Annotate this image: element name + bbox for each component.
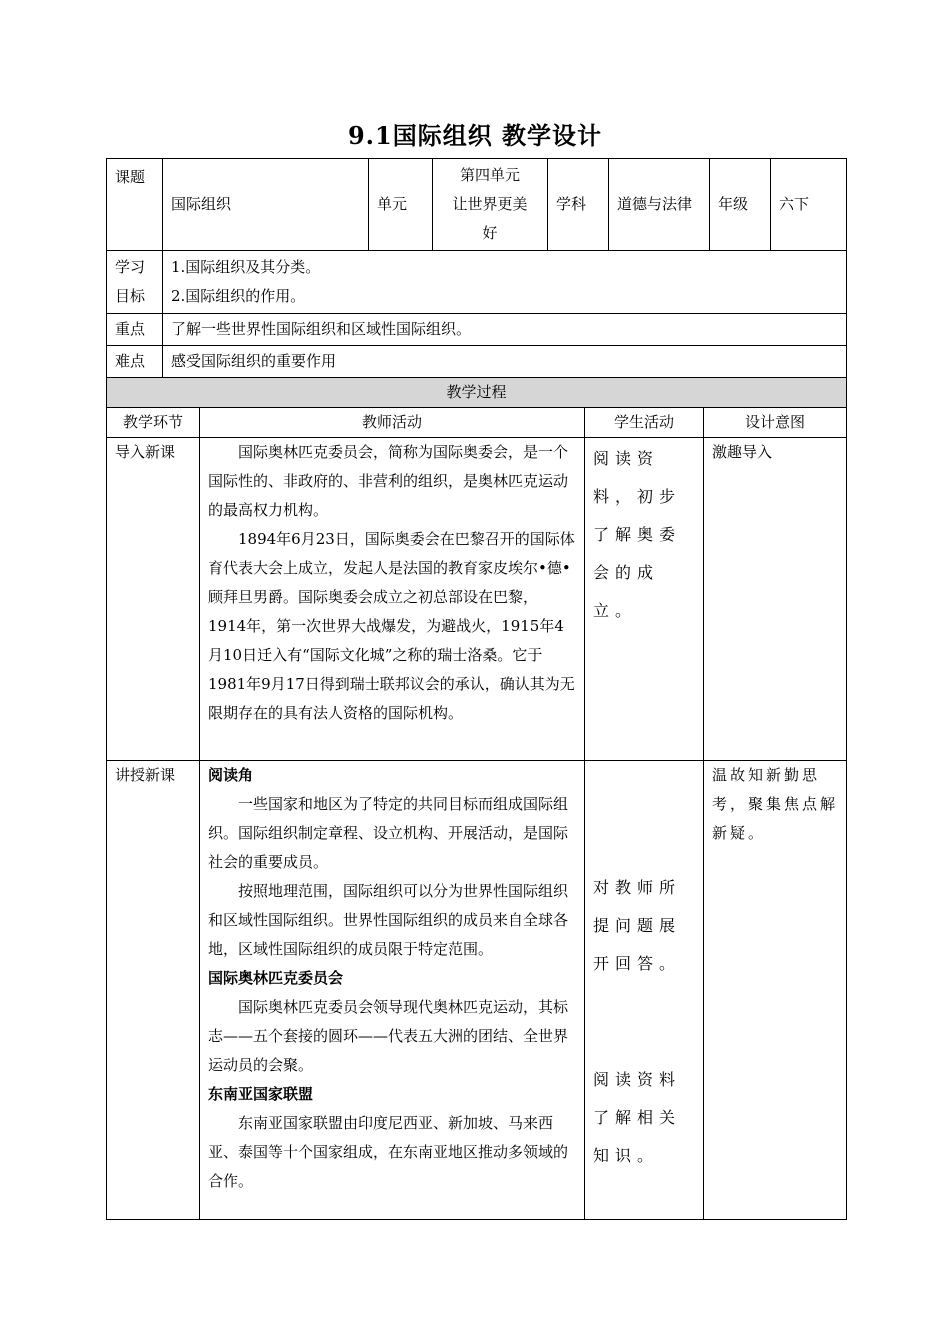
goals-content: [163, 251, 847, 314]
lesson-student-1: 对教师所提问题展开回答。: [593, 878, 682, 973]
grade-value: 六下: [771, 159, 847, 251]
lesson-stage: 讲授新课: [107, 761, 200, 1220]
topic-value: 国际组织: [163, 159, 369, 251]
intro-stage: 导入新课: [107, 438, 200, 761]
unit-line-3: 好: [482, 224, 498, 242]
lesson-student-2: 阅读资料了解相关知识。: [593, 1070, 682, 1165]
intro-paragraph-1: 国际奥林匹克委员会，简称为国际奥委会，是一个国际性的、非政府的、非营利的组织，是奥林匹克运动的最高权力机构。: [208, 443, 569, 519]
goal-item: 2.国际组织的作用。: [171, 287, 306, 305]
key-point-label: 重点: [107, 314, 163, 346]
col-intent-header: 设计意图: [704, 408, 847, 438]
unit-value: [433, 159, 548, 251]
intro-paragraph-2: 1894年6月23日，国际奥委会在巴黎召开的国际体育代表大会上成立，发起人是法国的教育家皮埃尔•德•顾拜旦男爵。国际奥委会成立之初总部设在巴黎，1914年，第一次世界大战爆发，为避战火，1915年4月10日迁入有“国际文化城”之称的瑞士洛桑。它于1981年9月17日得到瑞士联邦议会的承认，确认其为无限期存在的具有法人资格的国际机构。: [208, 530, 575, 722]
subject-value: 道德与法律: [609, 159, 710, 251]
goals-label-line-2: 目标: [115, 287, 146, 305]
page-title: 9.1国际组织 教学设计: [347, 121, 603, 150]
process-heading: 教学过程: [107, 378, 847, 408]
lesson-heading-reading: 阅读角: [208, 766, 254, 784]
table-row: [107, 761, 847, 1220]
lesson-info-table: [106, 158, 847, 378]
lesson-heading-ioc: 国际奥林匹克委员会: [208, 969, 344, 987]
unit-line-1: 第四单元: [459, 166, 520, 184]
goals-label-line-1: 学习: [115, 258, 146, 276]
goals-label: [107, 251, 163, 314]
intro-design-intent: 激趣导入: [704, 438, 847, 761]
col-student-header: 学生活动: [585, 408, 704, 438]
difficulty-text: 感受国际组织的重要作用: [163, 346, 847, 378]
col-stage-header: 教学环节: [107, 408, 200, 438]
lesson-paragraph-4: 东南亚国家联盟由印度尼西亚、新加坡、马来西亚、泰国等十个国家组成，在东南亚地区推动多领域的合作。: [208, 1114, 569, 1190]
key-point-text: 了解一些世界性国际组织和区域性国际组织。: [163, 314, 847, 346]
goal-item: 1.国际组织及其分类。: [171, 258, 321, 276]
col-teacher-header: 教师活动: [200, 408, 585, 438]
lesson-student-activity: [585, 761, 704, 1220]
topic-label: 课题: [107, 159, 163, 251]
table-row: [107, 438, 847, 761]
subject-label: 学科: [548, 159, 609, 251]
unit-line-2: 让世界更美: [452, 195, 528, 213]
grade-label: 年级: [710, 159, 771, 251]
lesson-paragraph-3: 国际奥林匹克委员会领导现代奥林匹克运动，其标志——五个套接的圆环——代表五大洲的团结、全世界运动员的会聚。: [208, 998, 569, 1074]
lesson-paragraph-1: 一些国家和地区为了特定的共同目标而组成国际组织。国际组织制定章程、设立机构、开展活动，是国际社会的重要成员。: [208, 795, 569, 871]
lesson-teacher-activity: [200, 761, 585, 1220]
lesson-design-intent: 温故知新勤思考，聚集焦点解新疑。: [704, 761, 847, 1220]
intro-teacher-activity: [200, 438, 585, 761]
unit-label: 单元: [369, 159, 433, 251]
difficulty-label: 难点: [107, 346, 163, 378]
lesson-heading-asean: 东南亚国家联盟: [208, 1085, 314, 1103]
teaching-process-table: [106, 377, 847, 1220]
intro-student-activity: 阅读资料，初步了解奥委会的成立。: [585, 438, 704, 761]
lesson-paragraph-2: 按照地理范围，国际组织可以分为世界性国际组织和区域性国际组织。世界性国际组织的成员来自全球各地，区域性国际组织的成员限于特定范围。: [208, 882, 569, 958]
